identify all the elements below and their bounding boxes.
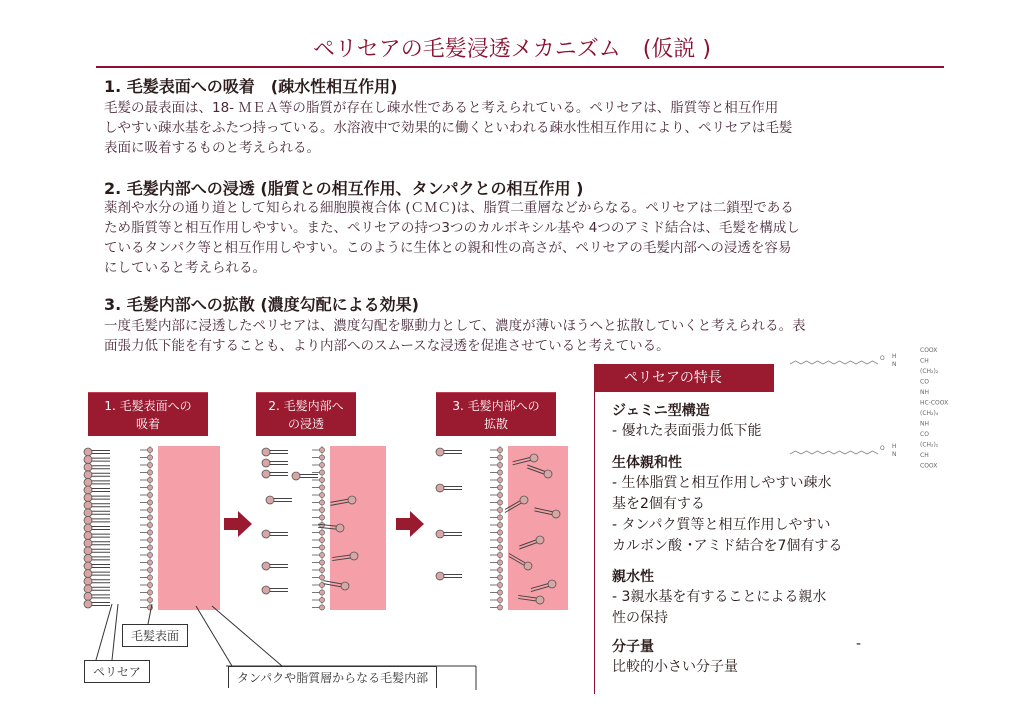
feature-desc: - 優れた表面張力低下能 [612, 423, 762, 439]
label-hair-surface: 毛髪表面 [122, 624, 188, 647]
section-2-heading: 2. 毛髪内部への浸透 (脂質との相互作用、タンパクとの相互作用 ) [104, 179, 584, 198]
structure-label: NH [920, 389, 929, 396]
lipid-head [147, 575, 152, 580]
pericea-molecule [348, 496, 356, 504]
feature-title: ジェミニ型構造 [612, 403, 710, 419]
feature-header: ペリセアの特長 [594, 364, 774, 392]
feature-title: 親水性 [612, 569, 654, 585]
lipid-head [319, 590, 324, 595]
lipid-head [497, 567, 502, 572]
label-hair-interior: タンパクや脂質層からなる毛髪内部 [228, 666, 437, 688]
feature-desc: カルボン酸 ･アミド結合を7個有する [612, 538, 843, 554]
step-3-line2: 拡散 [483, 417, 508, 431]
lipid-head [497, 605, 502, 610]
lipid-head [319, 462, 324, 467]
lipid-head [497, 582, 502, 587]
step-2-line2: の浸透 [287, 417, 324, 431]
pericea-molecule [436, 572, 444, 580]
pericea-molecule [84, 532, 92, 540]
lipid-head [147, 455, 152, 460]
hair-interior-block [508, 446, 568, 610]
arrow-icon [396, 511, 424, 537]
structure-label: HC-COOX [920, 399, 949, 407]
alkyl-chain [790, 451, 878, 454]
lipid-head [497, 515, 502, 520]
lipid-head [497, 590, 502, 595]
hair-interior-block [158, 446, 220, 610]
lipid-head [497, 462, 502, 467]
lipid-head [147, 582, 152, 587]
pericea-molecule [436, 530, 444, 538]
step-3-line1: 3. 毛髪内部への [452, 399, 540, 413]
lipid-head [147, 552, 152, 557]
pericea-molecule [436, 448, 444, 456]
structure-label: CO [920, 431, 929, 438]
structure-label: COOX [920, 462, 938, 470]
leader-line [212, 606, 282, 666]
pericea-molecule [84, 463, 92, 471]
label-pericea: ペリセア [84, 660, 150, 683]
lipid-head [497, 492, 502, 497]
pericea-molecule [84, 501, 92, 509]
lipid-head [147, 545, 152, 550]
lipid-head [497, 552, 502, 557]
structure-label: CO [920, 378, 929, 386]
lipid-head [147, 507, 152, 512]
section-2-line: にしていると考えられる。 [104, 260, 266, 276]
pericea-molecule [84, 516, 92, 524]
pericea-molecule [336, 524, 344, 532]
atom-label: O [880, 445, 885, 452]
lipid-head [147, 537, 152, 542]
lipid-head [497, 500, 502, 505]
lipid-head [497, 447, 502, 452]
lipid-head [497, 455, 502, 460]
lipid-head [319, 477, 324, 482]
step-1-line1: 1. 毛髪表面への [104, 399, 192, 413]
lipid-head [147, 470, 152, 475]
lipid-head [147, 597, 152, 602]
lipid-head [319, 492, 324, 497]
section-2-line: ため脂質等と相互作用しやすい。また、ペリセアの持つ3つのカルボキシル基や 4つのアミド結合は、毛髪を構成し [104, 220, 800, 236]
atom-label: N [892, 361, 897, 368]
section-1-line: 毛髪の最表面は、18- ＭＥＡ等の脂質が存在し疎水性であると考えられている。ペリセアは、脂質等と相互作用 [104, 100, 779, 116]
feature-desc: - 生体脂質と相互作用しやすい疎水 [612, 475, 832, 491]
chemical-structure [780, 340, 960, 480]
pericea-molecule [341, 582, 349, 590]
pericea-molecule [84, 494, 92, 502]
pericea-molecule [262, 470, 270, 478]
leader-line [112, 604, 118, 660]
lipid-head [147, 477, 152, 482]
lipid-head [319, 470, 324, 475]
pericea-molecule [266, 496, 274, 504]
pericea-molecule [552, 510, 560, 518]
page-title: ペリセアの毛髪浸透メカニズム (仮説 ) [313, 37, 711, 62]
lipid-head [319, 455, 324, 460]
lipid-head [147, 492, 152, 497]
structure-label: COOX [920, 347, 938, 354]
lipid-head [147, 462, 152, 467]
lipid-head [319, 605, 324, 610]
pericea-molecule [84, 570, 92, 578]
lipid-head [319, 545, 324, 550]
pericea-molecule [84, 456, 92, 464]
step-2-line1: 2. 毛髪内部へ [268, 399, 344, 413]
lipid-head [319, 552, 324, 557]
structure-label: CH [920, 357, 929, 365]
lipid-head [319, 485, 324, 490]
lipid-head [147, 500, 152, 505]
pericea-molecule [84, 539, 92, 547]
arrow-icon [224, 511, 252, 537]
feature-desc: 基を2個有する [612, 496, 705, 512]
alkyl-chain-bottom [790, 451, 878, 454]
leader-line [196, 606, 232, 666]
pericea-molecule [84, 600, 92, 608]
lipid-head [319, 515, 324, 520]
panel-border [594, 364, 595, 694]
pericea-molecule [536, 536, 544, 544]
pericea-molecule [84, 471, 92, 479]
pericea-molecule [544, 470, 552, 478]
pericea-molecule [524, 562, 532, 570]
pericea-molecule [262, 586, 270, 594]
lipid-head [147, 530, 152, 535]
lipid-head [319, 537, 324, 542]
lipid-head [147, 485, 152, 490]
feature-title: 生体親和性 [612, 455, 682, 471]
structure-label: (CH₂)₂ [920, 368, 939, 375]
pericea-molecule [262, 562, 270, 570]
section-3-heading: 3. 毛髪内部への拡散 (濃度勾配による効果) [104, 295, 419, 314]
feature-desc: - タンパク質等と相互作用しやすい [612, 517, 831, 533]
feature-desc: 比較的小さい分子量 [612, 659, 738, 675]
pericea-molecule [350, 552, 358, 560]
lipid-head [147, 447, 152, 452]
pericea-molecule [84, 524, 92, 532]
section-1-line: しやすい疎水基をふたつ持っている。水溶液中で効果的に働くといわれる疎水性相互作用により、ペリセアは毛髪 [104, 120, 793, 136]
section-2-line: ているタンパク等と相互作用しやすい。このように生体との親和性の高さが、ペリセアの毛髪内部への浸透を容易 [104, 240, 792, 256]
section-3-line: 一度毛髪内部に浸透したペリセアは、濃度勾配を駆動力として、濃度が薄いほうへと拡散していくと考えられる。表 [104, 318, 806, 334]
pericea-molecule [292, 472, 300, 480]
structure-label: NH [920, 420, 929, 428]
lipid-head [497, 470, 502, 475]
lipid-head [147, 522, 152, 527]
atom-label: N [892, 451, 897, 458]
feature-desc: - 3親水基を有することによる親水 [612, 589, 827, 605]
lipid-head [319, 507, 324, 512]
atom-label: H [892, 353, 897, 360]
pericea-molecule [548, 580, 556, 588]
lipid-head [497, 477, 502, 482]
leader-line [96, 604, 112, 660]
lipid-head [497, 530, 502, 535]
structure-label: (CH₂)₄ [920, 410, 939, 417]
pericea-molecule [84, 592, 92, 600]
section-1-heading: 1. 毛髪表面への吸着 (疎水性相互作用) [104, 77, 398, 96]
pericea-molecule [84, 547, 92, 555]
pericea-molecule [262, 530, 270, 538]
lipid-head [497, 485, 502, 490]
lipid-head [319, 575, 324, 580]
section-3-line: 面張力低下能を有することも、より内部へのスムースな浸透を促進させていると考えている。 [104, 338, 670, 354]
pericea-molecule [84, 554, 92, 562]
pericea-molecule [436, 484, 444, 492]
lipid-head [147, 590, 152, 595]
alkyl-chain [790, 361, 878, 364]
pericea-molecule [84, 577, 92, 585]
lipid-head [497, 545, 502, 550]
pericea-molecule [84, 448, 92, 456]
structure-label: CH [920, 452, 929, 459]
lipid-head [319, 530, 324, 535]
lipid-head [147, 515, 152, 520]
lipid-head [497, 537, 502, 542]
pericea-molecule [84, 486, 92, 494]
structure-label: (CH₂)₂ [920, 441, 939, 449]
lipid-head [319, 567, 324, 572]
step-1-line2: 吸着 [135, 417, 160, 431]
lipid-head [319, 500, 324, 505]
pericea-molecule [84, 585, 92, 593]
pericea-molecule [520, 496, 528, 504]
lipid-head [319, 447, 324, 452]
lipid-head [319, 597, 324, 602]
feature-title: 分子量 [612, 639, 654, 655]
pericea-molecule [84, 478, 92, 486]
section-2-line: 薬剤や水分の通り道として知られる細胞膜複合体 (ＣＭＣ)は、脂質二重層などからなる。ペリセアは二鎖型である [104, 200, 794, 216]
lipid-head [497, 507, 502, 512]
lipid-head [147, 560, 152, 565]
atom-label: H [892, 443, 897, 450]
lipid-head [147, 567, 152, 572]
atom-label: O [880, 355, 885, 362]
pericea-molecule [530, 454, 538, 462]
alkyl-chain-top [790, 361, 878, 364]
pericea-molecule [536, 596, 544, 604]
lipid-head [319, 582, 324, 587]
mw-dash: - [856, 636, 862, 652]
pericea-molecule [84, 509, 92, 517]
feature-desc: 性の保持 [612, 610, 668, 626]
lipid-head [497, 522, 502, 527]
lipid-head [319, 560, 324, 565]
section-1-line: 表面に吸着するものと考えられる。 [104, 140, 320, 156]
lipid-head [497, 575, 502, 580]
pericea-molecule [262, 448, 270, 456]
lipid-head [497, 597, 502, 602]
pericea-molecule [84, 562, 92, 570]
pericea-molecule [262, 459, 270, 467]
lipid-head [497, 560, 502, 565]
